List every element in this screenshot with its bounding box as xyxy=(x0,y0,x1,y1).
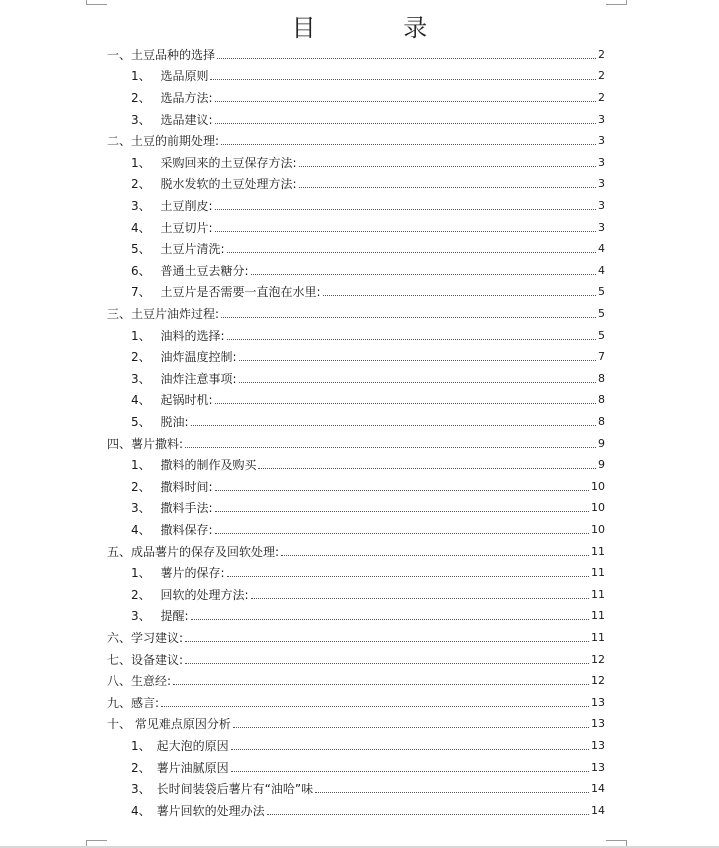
toc-subsection-entry[interactable] xyxy=(131,584,605,606)
toc-entry-number: 4、 xyxy=(131,393,155,408)
toc-page-number: 14 xyxy=(591,782,605,796)
toc-subsection-entry[interactable] xyxy=(131,562,605,584)
toc-entry-number: 1、 xyxy=(131,69,155,84)
toc-dot-leader xyxy=(221,143,596,145)
toc-entry-number: 二、 xyxy=(107,134,132,149)
toc-title: 目 录 xyxy=(291,14,468,42)
toc-page-number: 13 xyxy=(591,738,605,752)
toc-entry-number: 3、 xyxy=(131,782,151,797)
toc-dot-leader xyxy=(215,532,590,534)
toc-page-number: 13 xyxy=(591,695,605,709)
toc-entry-number: 3、 xyxy=(131,198,155,213)
toc-entry-number: 四、 xyxy=(107,436,132,451)
toc-entry-number: 五、 xyxy=(107,544,132,559)
toc-page-number: 2 xyxy=(598,90,605,104)
toc-entry-text: 土豆片是否需要一直泡在水里: xyxy=(160,285,321,300)
toc-page-number: 3 xyxy=(598,112,605,126)
toc-subsection-entry[interactable] xyxy=(131,346,605,368)
toc-entry-number: 1、 xyxy=(131,155,155,170)
toc-dot-leader xyxy=(215,122,597,124)
toc-entry-text: 土豆片清洗: xyxy=(160,242,225,257)
toc-page-number: 11 xyxy=(591,566,605,580)
toc-entry-number: 4、 xyxy=(131,220,155,235)
toc-subsection-entry[interactable] xyxy=(131,325,605,347)
toc-entry-number: 3、 xyxy=(131,112,155,127)
toc-dot-leader xyxy=(239,359,597,361)
toc-dot-leader xyxy=(281,554,589,556)
toc-entry-text: 撒料保存: xyxy=(160,522,213,537)
toc-entry-text: 薯片油腻原因 xyxy=(156,760,229,775)
toc-dot-leader xyxy=(191,618,590,620)
toc-page-number: 11 xyxy=(591,630,605,644)
toc-page-number: 2 xyxy=(598,69,605,83)
toc-entry-number: 5、 xyxy=(131,242,155,257)
toc-page-number: 3 xyxy=(598,198,605,212)
toc-subsection-entry[interactable] xyxy=(131,498,605,520)
toc-entry-text: 撒料的制作及购买 xyxy=(160,458,257,473)
toc-page-number: 4 xyxy=(598,263,605,277)
toc-entry-text: 土豆的前期处理: xyxy=(131,134,220,149)
toc-entry-text: 起锅时机: xyxy=(160,393,213,408)
toc-entry-number: 八、 xyxy=(107,674,132,689)
toc-dot-leader xyxy=(215,510,590,512)
toc-entry-text: 油料的选择: xyxy=(160,328,225,343)
toc-entry-number: 九、 xyxy=(107,695,132,710)
toc-page-number: 10 xyxy=(591,479,605,493)
toc-entry-text: 生意经: xyxy=(131,674,172,689)
toc-subsection-entry[interactable] xyxy=(131,519,605,541)
toc-dot-leader xyxy=(185,446,596,448)
toc-entry-number: 4、 xyxy=(131,803,151,818)
toc-dot-leader xyxy=(299,186,597,188)
toc-subsection-entry[interactable] xyxy=(131,735,605,757)
toc-entry-number: 六、 xyxy=(107,630,132,645)
toc-entry-number: 2、 xyxy=(131,90,155,105)
toc-entry-number: 2、 xyxy=(131,479,155,494)
toc-section-entry[interactable] xyxy=(107,541,605,563)
toc-dot-leader xyxy=(161,705,589,707)
toc-dot-leader xyxy=(215,100,597,102)
toc-subsection-entry[interactable] xyxy=(131,476,605,498)
toc-page-number: 3 xyxy=(598,134,605,148)
toc-page-number: 3 xyxy=(598,220,605,234)
toc-entry-text: 起大泡的原因 xyxy=(156,738,229,753)
toc-section-entry[interactable] xyxy=(107,692,605,714)
toc-page-number: 8 xyxy=(598,414,605,428)
toc-page-number: 8 xyxy=(598,371,605,385)
toc-entry-number: 4、 xyxy=(131,522,155,537)
toc-entry-text: 选品原则 xyxy=(160,69,209,84)
toc-subsection-entry[interactable] xyxy=(131,411,605,433)
toc-entry-number: 2、 xyxy=(131,760,151,775)
toc-entry-text: 选品建议: xyxy=(160,112,213,127)
toc-dot-leader xyxy=(173,683,589,685)
toc-page-number: 5 xyxy=(598,285,605,299)
toc-entry-text: 脱水发软的土豆处理方法: xyxy=(160,177,297,192)
toc-dot-leader xyxy=(323,294,597,296)
toc-entry-text: 成品薯片的保存及回软处理: xyxy=(131,544,280,559)
toc-page-number: 11 xyxy=(591,609,605,623)
toc-page-number: 8 xyxy=(598,393,605,407)
toc-entry-number: 2、 xyxy=(131,350,155,365)
toc-subsection-entry[interactable] xyxy=(131,195,605,217)
toc-entry-number: 三、 xyxy=(107,306,132,321)
toc-entry-text: 撒料手法: xyxy=(160,501,213,516)
toc-dot-leader xyxy=(258,467,596,469)
toc-entry-text: 设备建议: xyxy=(131,652,184,667)
page-corner-mark xyxy=(86,0,107,5)
toc-subsection-entry[interactable] xyxy=(131,757,605,779)
toc-subsection-entry[interactable] xyxy=(131,87,605,109)
toc-dot-leader xyxy=(299,165,597,167)
toc-entry-text: 土豆切片: xyxy=(160,220,213,235)
toc-dot-leader xyxy=(185,662,589,664)
toc-page-number: 10 xyxy=(591,501,605,515)
toc-entry-text: 撒料时间: xyxy=(160,479,213,494)
toc-page-number: 5 xyxy=(598,328,605,342)
toc-page-number: 3 xyxy=(598,177,605,191)
toc-entry-text: 普通土豆去糖分: xyxy=(160,263,249,278)
toc-dot-leader xyxy=(215,489,590,491)
toc-entry-text: 油炸注意事项: xyxy=(160,371,237,386)
toc-section-entry[interactable] xyxy=(107,649,605,671)
toc-section-entry[interactable] xyxy=(107,303,605,325)
toc-subsection-entry[interactable] xyxy=(131,454,605,476)
toc-dot-leader xyxy=(210,78,596,80)
toc-page-number: 12 xyxy=(591,674,605,688)
toc-section-entry[interactable] xyxy=(107,44,605,66)
toc-entry-number: 一、 xyxy=(107,47,132,62)
toc-dot-leader xyxy=(233,726,589,728)
toc-dot-leader xyxy=(227,338,597,340)
toc-subsection-entry[interactable] xyxy=(131,368,605,390)
toc-page-number: 3 xyxy=(598,155,605,169)
toc-entry-number: 1、 xyxy=(131,328,155,343)
toc-entry-text: 油炸温度控制: xyxy=(160,350,237,365)
toc-subsection-entry[interactable] xyxy=(131,800,605,822)
toc-dot-leader xyxy=(215,230,597,232)
toc-page-number: 13 xyxy=(591,760,605,774)
toc-page-number: 7 xyxy=(598,350,605,364)
toc-entry-number: 5、 xyxy=(131,414,155,429)
toc-subsection-entry[interactable] xyxy=(131,390,605,412)
toc-entry-number: 十、 xyxy=(107,717,135,732)
toc-subsection-entry[interactable] xyxy=(131,260,605,282)
toc-entry-text: 薯片撒料: xyxy=(131,436,184,451)
toc-entry-text: 脱油: xyxy=(160,414,189,429)
toc-entry-text: 感言: xyxy=(131,695,160,710)
toc-entry-number: 2、 xyxy=(131,587,155,602)
toc-section-entry[interactable] xyxy=(107,627,605,649)
toc-dot-leader xyxy=(185,640,589,642)
toc-dot-leader xyxy=(221,316,596,318)
toc-page-number: 12 xyxy=(591,652,605,666)
toc-entry-number: 1、 xyxy=(131,738,151,753)
toc-subsection-entry[interactable] xyxy=(131,174,605,196)
toc-entry-number: 1、 xyxy=(131,566,155,581)
toc-entry-text: 薯片的保存: xyxy=(160,566,225,581)
toc-entry-text: 学习建议: xyxy=(131,630,184,645)
toc-dot-leader xyxy=(217,57,596,59)
toc-dot-leader xyxy=(215,208,597,210)
toc-section-entry[interactable] xyxy=(107,714,605,736)
toc-entry-number: 6、 xyxy=(131,263,155,278)
toc-page-number: 11 xyxy=(591,544,605,558)
toc-dot-leader xyxy=(239,381,597,383)
toc-subsection-entry[interactable] xyxy=(131,606,605,628)
toc-entry-number: 3、 xyxy=(131,371,155,386)
toc-entry-text: 土豆削皮: xyxy=(160,198,213,213)
toc-page-number: 14 xyxy=(591,803,605,817)
toc-entry-text: 薯片回软的处理办法 xyxy=(156,803,265,818)
toc-page-number: 4 xyxy=(598,242,605,256)
toc-entry-text: 土豆片油炸过程: xyxy=(131,306,220,321)
toc-entry-number: 1、 xyxy=(131,458,155,473)
toc-dot-leader xyxy=(231,748,589,750)
toc-entry-text: 回软的处理方法: xyxy=(160,587,249,602)
toc-page-number: 9 xyxy=(598,458,605,472)
toc-entry-number: 3、 xyxy=(131,609,155,624)
toc-page-number: 10 xyxy=(591,522,605,536)
toc-subsection-entry[interactable] xyxy=(131,217,605,239)
toc-section-entry[interactable] xyxy=(107,670,605,692)
page-corner-mark xyxy=(606,0,627,5)
toc-section-entry[interactable] xyxy=(107,130,605,152)
toc-dot-leader xyxy=(227,575,590,577)
toc-entry-number: 7、 xyxy=(131,285,155,300)
toc-page-number: 11 xyxy=(591,587,605,601)
toc-dot-leader xyxy=(251,597,590,599)
toc-entry-number: 七、 xyxy=(107,652,132,667)
toc-entry-text: 长时间装袋后薯片有“油哈”味 xyxy=(156,782,314,797)
toc-entry-number: 3、 xyxy=(131,501,155,516)
toc-page-number: 2 xyxy=(598,47,605,61)
toc-dot-leader xyxy=(227,251,597,253)
toc-page-number: 13 xyxy=(591,717,605,731)
toc-entry-text: 提醒: xyxy=(160,609,189,624)
toc-subsection-entry[interactable] xyxy=(131,66,605,88)
toc-dot-leader xyxy=(251,273,597,275)
toc-subsection-entry[interactable] xyxy=(131,282,605,304)
toc-entry-text: 采购回来的土豆保存方法: xyxy=(160,155,297,170)
toc-entry-text: 选品方法: xyxy=(160,90,213,105)
toc-dot-leader xyxy=(191,424,597,426)
toc-dot-leader xyxy=(231,770,589,772)
toc-subsection-entry[interactable] xyxy=(131,109,605,131)
toc-entry-number: 2、 xyxy=(131,177,155,192)
toc-subsection-entry[interactable] xyxy=(131,778,605,800)
toc-entry-text: 常见难点原因分析 xyxy=(134,717,231,732)
toc-page-number: 9 xyxy=(598,436,605,450)
toc-dot-leader xyxy=(315,791,589,793)
toc-dot-leader xyxy=(267,813,589,815)
toc-subsection-entry[interactable] xyxy=(131,152,605,174)
toc-page-number: 5 xyxy=(598,306,605,320)
toc-subsection-entry[interactable] xyxy=(131,238,605,260)
toc-section-entry[interactable] xyxy=(107,433,605,455)
toc-entry-text: 土豆品种的选择 xyxy=(131,47,216,62)
toc-dot-leader xyxy=(215,402,597,404)
